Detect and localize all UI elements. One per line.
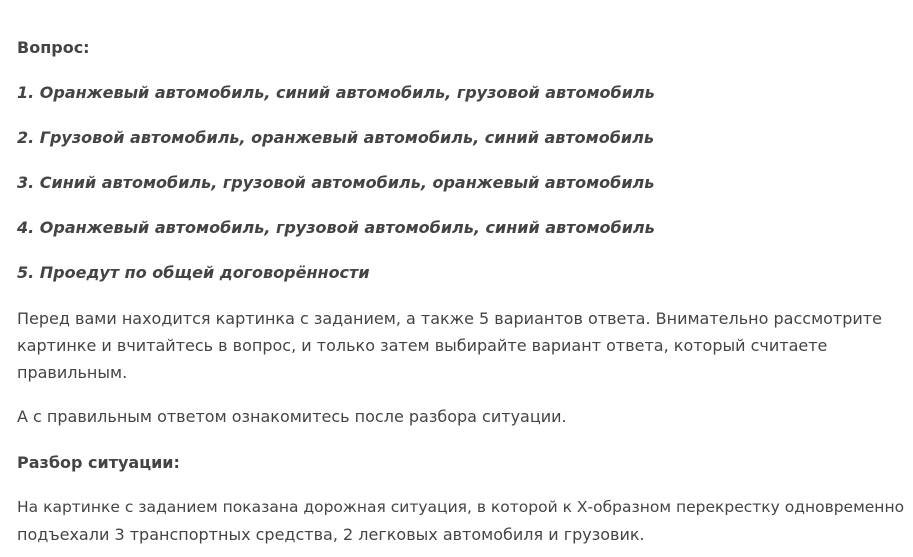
intro-line-3: правильным. [17, 363, 128, 382]
intro-line-2: картинке и вчитайтесь в вопрос, и только затем выбирайте вариант ответа, который считаете [17, 336, 828, 355]
answer-option-3: 3. Синий автомобиль, грузовой автомобиль, оранжевый автомобиль [17, 173, 655, 192]
answer-option-2: 2. Грузовой автомобиль, оранжевый автомобиль, синий автомобиль [17, 128, 654, 147]
intro-line-1: Перед вами находится картинка с заданием, а также 5 вариантов ответа. Внимательно рассмотрите [17, 309, 882, 328]
answer-option-1: 1. Оранжевый автомобиль, синий автомобиль, грузовой автомобиль [17, 83, 655, 102]
question-label: Вопрос: [17, 38, 90, 57]
answer-option-4: 4. Оранжевый автомобиль, грузовой автомобиль, синий автомобиль [17, 218, 655, 237]
analysis-line-2: подъехали 3 транспортных средства, 2 легковых автомобиля и грузовик. [17, 525, 645, 544]
analysis-line-1: На картинке с заданием показана дорожная ситуация, в которой к Х-образном перекрестку одновременно [17, 498, 905, 516]
intro-paragraph [17, 305, 882, 386]
answer-note: А с правильным ответом ознакомитесь после разбора ситуации. [17, 407, 567, 426]
analysis-label: Разбор ситуации: [17, 453, 180, 472]
analysis-paragraph [17, 494, 904, 548]
answer-option-5: 5. Проедут по общей договорённости [17, 263, 370, 282]
